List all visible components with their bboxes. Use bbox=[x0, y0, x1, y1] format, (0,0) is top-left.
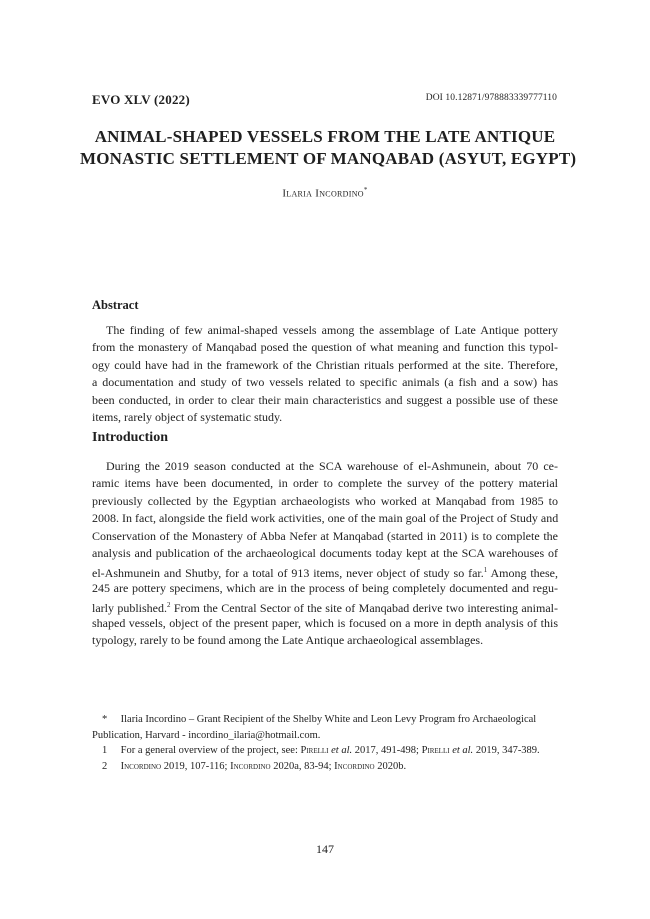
abstract-line: a documentation and study of two vessels related to specific animals (a fish and a sow) has bbox=[92, 375, 558, 390]
title-line-2: MONASTIC SETTLEMENT OF MANQABAD (ASYUT, EGYPT) bbox=[80, 149, 577, 168]
intro-line: previously collected by the Egyptian archaeologists who worked at Manqabad from 1985 to bbox=[92, 493, 558, 508]
citation-author: Pirelli bbox=[421, 745, 450, 756]
citation-etal: et al. bbox=[449, 745, 474, 756]
footnote-author-cont: Publication, Harvard - incordino_ilaria@hotmail.com. bbox=[92, 729, 321, 741]
footnote-number: 1 bbox=[102, 745, 108, 756]
abstract-line: The finding of few animal-shaped vessels among the assemblage of Late Antique pottery bbox=[106, 323, 558, 337]
abstract-paragraph bbox=[92, 322, 558, 426]
citation-ref: 2020a, 83-94; bbox=[270, 760, 335, 772]
intro-line-tail: Among these, bbox=[487, 566, 558, 581]
citation-author: Incordino bbox=[230, 760, 271, 772]
intro-line-text: el-Ashmunein and Shutby, for a total of 913 items, never object of study so far. bbox=[92, 566, 484, 581]
footnote-2 bbox=[92, 759, 560, 775]
intro-line: 2008. In fact, alongside the field work activities, one of the main goal of the Project of Study and bbox=[92, 511, 559, 526]
author-name: Ilaria Incordino bbox=[282, 187, 364, 200]
citation-author: Pirelli bbox=[300, 745, 329, 756]
abstract-heading: Abstract bbox=[92, 298, 139, 312]
citation-author: Incordino bbox=[334, 760, 375, 772]
intro-line bbox=[92, 562, 558, 579]
footnote-text: For a general overview of the project, see: bbox=[120, 745, 301, 756]
intro-line: ramic items have been documented, in order to complete the survey of the pottery material bbox=[92, 476, 558, 491]
title-line-1: ANIMAL-SHAPED VESSELS FROM THE LATE ANTIQUE bbox=[94, 127, 556, 146]
author bbox=[0, 186, 650, 200]
citation-ref: 2019, 347-389. bbox=[473, 745, 540, 756]
footnote-ref-2[interactable]: 2 bbox=[167, 601, 171, 610]
intro-line: shaped vessels, object of the present paper, which is focused on a more in depth analysis of this bbox=[92, 615, 558, 630]
doi: DOI 10.12871/978883339777110 bbox=[425, 93, 557, 103]
citation-ref: 2017, 491-498; bbox=[352, 745, 422, 756]
journal-issue: EVO XLV (2022) bbox=[92, 92, 190, 107]
page-number: 147 bbox=[316, 842, 334, 856]
introduction-heading: Introduction bbox=[92, 430, 168, 445]
article-title bbox=[80, 126, 577, 170]
footnote-ref-1[interactable]: 1 bbox=[483, 566, 488, 575]
footnotes bbox=[92, 712, 560, 774]
intro-line bbox=[92, 597, 558, 614]
introduction-paragraph bbox=[92, 458, 558, 649]
citation-author: Incordino bbox=[120, 760, 162, 772]
abstract-line: been conducted, in order to clear their main characteristics and suggest a possible use of these bbox=[92, 392, 558, 407]
footnote-number: 2 bbox=[102, 760, 108, 772]
intro-line: 245 are pottery specimens, which are in the process of being completely documented and regu- bbox=[92, 580, 558, 595]
intro-line: analysis and publication of the archaeological documents today kept at the SCA warehouses of bbox=[92, 545, 558, 560]
abstract-line: items, rarely object of systematic study. bbox=[92, 409, 283, 424]
intro-line: Conservation of the Monastery of Abba Nefer at Manqabad (started in 2011) is to complete the bbox=[92, 528, 558, 543]
intro-line-text: larly published. bbox=[92, 601, 168, 616]
intro-line: typology, rarely to be found among the Late Antique archaeological assemblages. bbox=[92, 632, 484, 647]
intro-line-tail: From the Central Sector of the site of Manqabad derive two interesting animal- bbox=[170, 601, 558, 616]
citation-etal: et al. bbox=[328, 745, 353, 756]
footnote-text: Ilaria Incordino – Grant Recipient of the Shelby White and Leon Levy Program fro Archaeological bbox=[120, 714, 537, 725]
abstract-line: from the monastery of Manqabad posed the question of what meaning and function this typol- bbox=[92, 340, 558, 355]
author-footnote-marker: * bbox=[363, 186, 368, 194]
intro-line: During the 2019 season conducted at the SCA warehouse of el-Ashmunein, about 70 ce- bbox=[106, 459, 558, 473]
citation-ref: 2019, 107-116; bbox=[161, 760, 231, 772]
citation-ref: 2020b. bbox=[374, 760, 407, 772]
footnote-author bbox=[92, 712, 560, 728]
footnote-1 bbox=[92, 743, 560, 759]
abstract-line: ogy could have had in the framework of the Christian rituals performed at the site. Therefore, bbox=[92, 357, 558, 372]
footnote-marker: * bbox=[102, 714, 108, 725]
